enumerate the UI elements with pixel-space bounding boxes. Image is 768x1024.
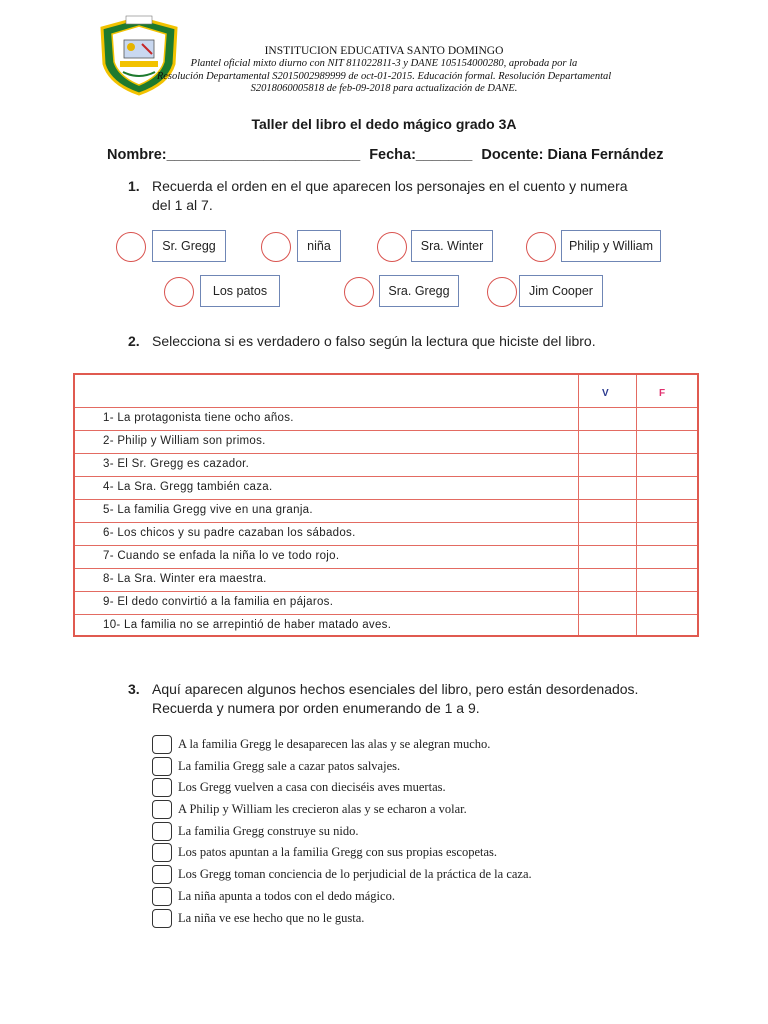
- item-text: Los Gregg toman conciencia de lo perjudicial de la práctica de la caza.: [178, 867, 532, 882]
- number-circle[interactable]: [116, 232, 146, 262]
- number-circle[interactable]: [526, 232, 556, 262]
- fecha-field[interactable]: Fecha:_______: [369, 147, 473, 163]
- statement-text: 8- La Sra. Winter era maestra.: [103, 573, 267, 585]
- table-row: [75, 477, 697, 500]
- item-text: A la familia Gregg le desaparecen las alas y se alegran mucho.: [178, 737, 491, 751]
- table-row: [75, 454, 697, 477]
- question-text: Recuerda el orden en el que aparecen los personajes en el cuento y numera del 1 al 7.: [152, 178, 628, 213]
- table-header-row: [75, 375, 697, 408]
- number-circle[interactable]: [487, 277, 517, 307]
- item-text: La niña apunta a todos con el dedo mágico.: [178, 888, 395, 903]
- statement-text: 2- Philip y William son primos.: [103, 435, 266, 447]
- column-v-header: V: [602, 388, 609, 399]
- item-text: La niña ve ese hecho que no le gusta.: [178, 910, 365, 925]
- legal-line-2: Resolución Departamental S2015002989999 de oct-01-2015. Educación formal. Resolución Departamental: [156, 70, 612, 82]
- character-box: Sra. Gregg: [379, 275, 459, 307]
- legal-line-1: Plantel oficial mixto diurno con NIT 811022811-3 y DANE 105154000280, aprobada por la: [190, 58, 578, 69]
- item-text: Los patos apuntan a la familia Gregg con sus propias escopetas.: [178, 845, 498, 860]
- table-row: [75, 431, 697, 454]
- number-circle[interactable]: [377, 232, 407, 262]
- table-row: [75, 408, 697, 431]
- table-row: [75, 569, 697, 592]
- column-f-header: F: [659, 388, 666, 399]
- question-text: Selecciona si es verdadero o falso según la lectura que hiciste del libro.: [152, 333, 596, 349]
- docente-label: Docente: Diana Fernández: [481, 147, 664, 163]
- item-text: La familia Gregg construye su nido.: [178, 823, 359, 838]
- table-row: [75, 500, 697, 523]
- question-1: [128, 177, 648, 215]
- statement-text: 6- Los chicos y su padre cazaban los sábados.: [103, 527, 356, 539]
- question-text: Aquí aparecen algunos hechos esenciales del libro, pero están desordenados. Recuerda y numera por orden enumerando de 1 a 9.: [152, 681, 639, 716]
- institution-name: INSTITUCION EDUCATIVA SANTO DOMINGO: [264, 45, 504, 57]
- question-number: 1.: [128, 178, 140, 194]
- number-circle[interactable]: [344, 277, 374, 307]
- character-box: Sra. Winter: [411, 230, 493, 262]
- character-box: Sr. Gregg: [152, 230, 226, 262]
- number-box[interactable]: [152, 778, 172, 797]
- statement-text: 5- La familia Gregg vive en una granja.: [103, 504, 313, 516]
- statement-text: 10- La familia no se arrepintió de haber matado aves.: [103, 619, 392, 631]
- number-circle[interactable]: [261, 232, 291, 262]
- question-2: [128, 332, 688, 351]
- character-box: Los patos: [200, 275, 280, 307]
- character-box: Philip y William: [561, 230, 661, 262]
- number-box[interactable]: [152, 800, 172, 819]
- table-row: [75, 523, 697, 546]
- worksheet-title: Taller del libro el dedo mágico grado 3A: [251, 116, 517, 132]
- institution-header: [150, 45, 618, 96]
- true-false-table: [73, 373, 699, 637]
- item-text: La familia Gregg sale a cazar patos salvajes.: [178, 758, 401, 773]
- question-3: [128, 680, 648, 718]
- column-divider: [578, 375, 579, 635]
- statement-text: 4- La Sra. Gregg también caza.: [103, 481, 273, 493]
- question-number: 2.: [128, 333, 140, 349]
- column-divider: [636, 375, 637, 635]
- statement-text: 3- El Sr. Gregg es cazador.: [103, 458, 250, 470]
- name-date-line: [107, 147, 669, 163]
- number-box[interactable]: [152, 909, 172, 928]
- table-row: [75, 615, 697, 638]
- table-row: [75, 592, 697, 615]
- statement-text: 7- Cuando se enfada la niña lo ve todo rojo.: [103, 550, 340, 562]
- item-text: Los Gregg vuelven a casa con dieciséis aves muertas.: [178, 780, 446, 795]
- number-box[interactable]: [152, 887, 172, 906]
- table-row: [75, 546, 697, 569]
- statement-text: 1- La protagonista tiene ocho años.: [103, 412, 294, 424]
- legal-line-3: S2018060005818 de feb-09-2018 para actualización de DANE.: [250, 83, 518, 94]
- number-box[interactable]: [152, 843, 172, 862]
- number-box[interactable]: [152, 865, 172, 884]
- character-box: niña: [297, 230, 341, 262]
- number-box[interactable]: [152, 822, 172, 841]
- statement-text: 9- El dedo convirtió a la familia en pájaros.: [103, 596, 334, 608]
- number-box[interactable]: [152, 735, 172, 754]
- item-text: A Philip y William les crecieron alas y se echaron a volar.: [178, 802, 467, 817]
- character-box: Jim Cooper: [519, 275, 603, 307]
- number-box[interactable]: [152, 757, 172, 776]
- question-number: 3.: [128, 681, 140, 697]
- number-circle[interactable]: [164, 277, 194, 307]
- nombre-field[interactable]: Nombre:________________________: [107, 147, 361, 163]
